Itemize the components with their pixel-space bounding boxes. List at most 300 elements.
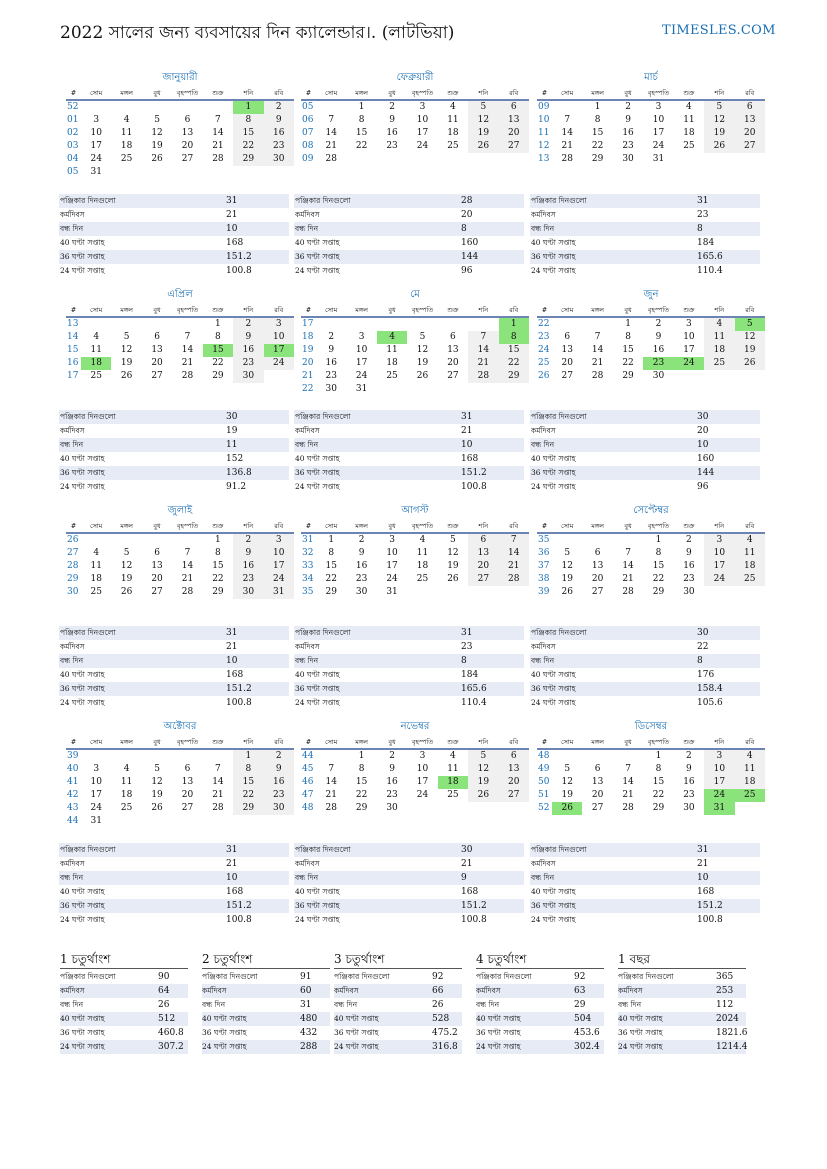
day-cell[interactable]: 29 [622, 371, 634, 381]
day-cell[interactable]: 2 [686, 535, 692, 545]
day-cell[interactable]: 6 [468, 534, 498, 547]
day-cell[interactable]: 27 [561, 371, 573, 381]
day-cell[interactable]: 10 [416, 764, 429, 774]
day-cell[interactable]: 6 [154, 332, 160, 342]
day-cell[interactable]: 9 [655, 332, 662, 342]
day-cell[interactable]: 5 [123, 332, 130, 342]
day-cell[interactable]: 30 [264, 153, 294, 166]
day-cell[interactable]: 31 [386, 587, 398, 597]
day-cell[interactable]: 21 [561, 141, 573, 151]
day-cell[interactable]: 5 [468, 101, 498, 114]
day-cell[interactable]: 26 [151, 803, 163, 813]
day-cell[interactable]: 7 [468, 331, 498, 344]
day-cell[interactable]: 22 [591, 141, 604, 151]
day-cell[interactable]: 15 [591, 128, 604, 138]
day-cell[interactable]: 13 [181, 777, 194, 787]
day-cell[interactable]: 17 [416, 128, 429, 138]
day-cell[interactable]: 5 [564, 764, 571, 774]
day-cell[interactable]: 31 [90, 167, 102, 177]
day-cell[interactable]: 20 [735, 127, 765, 140]
day-cell[interactable]: 15 [233, 776, 263, 789]
day-cell[interactable]: 25 [386, 371, 398, 381]
day-cell[interactable]: 16 [683, 561, 695, 571]
month-name[interactable]: ফেব্রুয়ারী [396, 72, 434, 83]
day-cell[interactable]: 29 [499, 370, 529, 383]
day-cell[interactable]: 24 [90, 154, 102, 164]
day-cell[interactable]: 6 [594, 764, 601, 774]
day-cell[interactable]: 30 [233, 370, 263, 383]
day-cell[interactable]: 2 [389, 102, 395, 112]
day-cell[interactable]: 1 [215, 319, 221, 329]
month-name[interactable]: নভেম্বর [400, 721, 430, 732]
day-cell[interactable]: 26 [416, 371, 429, 381]
day-cell[interactable]: 16 [325, 358, 337, 368]
day-cell[interactable]: 30 [683, 587, 695, 597]
month-name[interactable]: জুন [643, 289, 659, 300]
day-cell[interactable]: 9 [264, 763, 294, 776]
day-cell[interactable]: 12 [735, 331, 765, 344]
day-cell[interactable]: 15 [499, 344, 529, 357]
day-cell[interactable]: 10 [264, 547, 294, 560]
day-cell[interactable]: 9 [625, 115, 631, 125]
day-cell[interactable]: 16 [622, 128, 634, 138]
day-cell[interactable]: 16 [233, 560, 263, 573]
day-cell[interactable]: 23 [386, 141, 398, 151]
day-cell[interactable]: 30 [386, 803, 398, 813]
day-cell[interactable]: 22 [355, 790, 368, 800]
day-cell[interactable]: 27 [447, 371, 459, 381]
day-cell[interactable]: 12 [704, 114, 734, 127]
day-cell[interactable]: 11 [90, 561, 102, 571]
day-cell[interactable]: 28 [468, 370, 498, 383]
day-cell[interactable]: 8 [215, 548, 221, 558]
day-cell[interactable]: 24 [416, 141, 429, 151]
day-cell[interactable]: 28 [181, 371, 194, 381]
day-cell[interactable]: 25 [735, 573, 765, 586]
day-cell[interactable]: 8 [358, 115, 365, 125]
day-cell[interactable]: 26 [151, 154, 163, 164]
day-cell[interactable]: 5 [154, 764, 160, 774]
day-cell[interactable]: 25 [90, 371, 102, 381]
day-cell[interactable]: 21 [212, 790, 224, 800]
day-cell[interactable]: 20 [468, 560, 498, 573]
day-cell[interactable]: 17 [355, 358, 368, 368]
day-cell[interactable]: 27 [468, 573, 498, 586]
day-cell[interactable]: 4 [450, 102, 456, 112]
day-cell[interactable]: 12 [416, 345, 429, 355]
day-cell[interactable]: 22 [233, 789, 263, 802]
day-cell[interactable]: 28 [325, 803, 337, 813]
day-cell[interactable]: 24 [704, 789, 734, 802]
day-cell[interactable]: 21 [468, 357, 498, 370]
day-cell[interactable]: 27 [591, 803, 604, 813]
day-cell[interactable]: 13 [181, 128, 194, 138]
day-cell[interactable]: 23 [264, 789, 294, 802]
day-cell[interactable]: 8 [215, 332, 221, 342]
day-cell[interactable]: 4 [93, 548, 100, 558]
day-cell[interactable]: 23 [683, 574, 695, 584]
day-cell[interactable]: 15 [203, 344, 233, 357]
day-cell[interactable]: 6 [154, 548, 160, 558]
day-cell[interactable]: 16 [355, 561, 368, 571]
day-cell[interactable]: 28 [622, 587, 634, 597]
day-cell[interactable]: 10 [652, 115, 665, 125]
day-cell[interactable]: 1 [594, 102, 601, 112]
day-cell[interactable]: 17 [264, 560, 294, 573]
day-cell[interactable]: 2 [389, 751, 395, 761]
day-cell[interactable]: 7 [625, 548, 631, 558]
day-cell[interactable]: 26 [552, 802, 582, 815]
day-cell[interactable]: 9 [686, 764, 692, 774]
day-cell[interactable]: 23 [233, 357, 263, 370]
day-cell[interactable]: 2 [686, 751, 692, 761]
day-cell[interactable]: 13 [151, 345, 163, 355]
day-cell[interactable]: 19 [120, 574, 133, 584]
day-cell[interactable]: 14 [325, 128, 337, 138]
day-cell[interactable]: 28 [325, 154, 337, 164]
day-cell[interactable]: 13 [151, 561, 163, 571]
day-cell[interactable]: 10 [683, 332, 695, 342]
day-cell[interactable]: 12 [151, 128, 163, 138]
day-cell[interactable]: 6 [499, 101, 529, 114]
day-cell[interactable]: 3 [264, 318, 294, 331]
day-cell[interactable]: 13 [591, 777, 604, 787]
day-cell[interactable]: 8 [233, 114, 263, 127]
day-cell[interactable]: 31 [90, 816, 102, 826]
month-name[interactable]: জুলাই [167, 505, 193, 516]
day-cell[interactable]: 26 [468, 789, 498, 802]
day-cell[interactable]: 11 [447, 764, 459, 774]
day-cell[interactable]: 15 [233, 127, 263, 140]
day-cell[interactable]: 26 [447, 574, 459, 584]
day-cell[interactable]: 30 [325, 384, 337, 394]
day-cell[interactable]: 10 [704, 763, 734, 776]
day-cell[interactable]: 5 [564, 548, 571, 558]
day-cell[interactable]: 9 [389, 764, 395, 774]
day-cell[interactable]: 20 [151, 358, 163, 368]
day-cell[interactable]: 4 [93, 332, 100, 342]
day-cell[interactable]: 24 [386, 574, 398, 584]
day-cell[interactable]: 9 [389, 115, 395, 125]
day-cell[interactable]: 28 [212, 154, 224, 164]
day-cell[interactable]: 26 [468, 140, 498, 153]
day-cell[interactable]: 18 [81, 357, 111, 370]
day-cell[interactable]: 7 [594, 332, 601, 342]
day-cell[interactable]: 11 [120, 128, 133, 138]
day-cell[interactable]: 14 [181, 345, 194, 355]
day-cell[interactable]: 29 [212, 371, 224, 381]
day-cell[interactable]: 24 [652, 141, 665, 151]
day-cell[interactable]: 5 [450, 535, 456, 545]
day-cell[interactable]: 9 [233, 331, 263, 344]
day-cell[interactable]: 30 [683, 803, 695, 813]
day-cell[interactable]: 3 [704, 750, 734, 763]
day-cell[interactable]: 18 [416, 561, 429, 571]
day-cell[interactable]: 7 [625, 764, 631, 774]
day-cell[interactable]: 12 [561, 561, 573, 571]
day-cell[interactable]: 8 [594, 115, 601, 125]
day-cell[interactable]: 16 [233, 344, 263, 357]
day-cell[interactable]: 14 [325, 777, 337, 787]
day-cell[interactable]: 2 [233, 534, 263, 547]
month-name[interactable]: মার্চ [644, 72, 658, 83]
day-cell[interactable]: 15 [212, 561, 224, 571]
day-cell[interactable]: 16 [386, 128, 398, 138]
day-cell[interactable]: 20 [499, 776, 529, 789]
day-cell[interactable]: 1 [499, 318, 529, 331]
day-cell[interactable]: 18 [120, 790, 133, 800]
day-cell[interactable]: 27 [181, 803, 194, 813]
day-cell[interactable]: 8 [499, 331, 529, 344]
day-cell[interactable]: 6 [184, 115, 191, 125]
day-cell[interactable]: 31 [704, 802, 734, 815]
day-cell[interactable]: 4 [123, 764, 130, 774]
day-cell[interactable]: 18 [735, 776, 765, 789]
day-cell[interactable]: 10 [355, 345, 368, 355]
day-cell[interactable]: 21 [622, 574, 634, 584]
day-cell[interactable]: 23 [355, 574, 368, 584]
day-cell[interactable]: 8 [655, 548, 662, 558]
day-cell[interactable]: 28 [591, 371, 604, 381]
day-cell[interactable]: 22 [212, 574, 224, 584]
day-cell[interactable]: 13 [735, 114, 765, 127]
day-cell[interactable]: 17 [264, 344, 294, 357]
day-cell[interactable]: 17 [416, 777, 429, 787]
day-cell[interactable]: 23 [683, 790, 695, 800]
day-cell[interactable]: 19 [120, 358, 133, 368]
day-cell[interactable]: 9 [358, 548, 365, 558]
day-cell[interactable]: 14 [622, 777, 634, 787]
day-cell[interactable]: 23 [622, 141, 634, 151]
day-cell[interactable]: 18 [447, 128, 459, 138]
day-cell[interactable]: 12 [468, 763, 498, 776]
day-cell[interactable]: 19 [704, 127, 734, 140]
day-cell[interactable]: 5 [735, 318, 765, 331]
day-cell[interactable]: 21 [325, 141, 337, 151]
day-cell[interactable]: 17 [683, 345, 695, 355]
day-cell[interactable]: 4 [686, 102, 692, 112]
day-cell[interactable]: 19 [468, 776, 498, 789]
day-cell[interactable]: 15 [355, 128, 368, 138]
day-cell[interactable]: 16 [264, 776, 294, 789]
day-cell[interactable]: 7 [184, 548, 191, 558]
month-name[interactable]: ডিসেম্বর [634, 721, 668, 732]
day-cell[interactable]: 19 [561, 574, 573, 584]
day-cell[interactable]: 18 [704, 344, 734, 357]
day-cell[interactable]: 1 [215, 535, 221, 545]
day-cell[interactable]: 24 [416, 790, 429, 800]
day-cell[interactable]: 18 [735, 560, 765, 573]
day-cell[interactable]: 12 [120, 561, 133, 571]
day-cell[interactable]: 30 [233, 586, 263, 599]
day-cell[interactable]: 17 [90, 141, 102, 151]
day-cell[interactable]: 14 [181, 561, 194, 571]
day-cell[interactable]: 18 [683, 128, 695, 138]
day-cell[interactable]: 21 [325, 790, 337, 800]
day-cell[interactable]: 22 [652, 574, 665, 584]
day-cell[interactable]: 29 [355, 803, 368, 813]
day-cell[interactable]: 9 [233, 547, 263, 560]
day-cell[interactable]: 12 [120, 345, 133, 355]
day-cell[interactable]: 22 [233, 140, 263, 153]
day-cell[interactable]: 4 [735, 534, 765, 547]
day-cell[interactable]: 9 [264, 114, 294, 127]
day-cell[interactable]: 21 [591, 358, 604, 368]
day-cell[interactable]: 20 [181, 790, 194, 800]
day-cell[interactable]: 31 [355, 384, 368, 394]
month-name[interactable]: এপ্রিল [167, 289, 193, 300]
day-cell[interactable]: 4 [704, 318, 734, 331]
day-cell[interactable]: 14 [591, 345, 604, 355]
day-cell[interactable]: 3 [93, 764, 100, 774]
day-cell[interactable]: 26 [561, 587, 573, 597]
day-cell[interactable]: 23 [386, 790, 398, 800]
day-cell[interactable]: 11 [90, 345, 102, 355]
day-cell[interactable]: 5 [419, 332, 426, 342]
day-cell[interactable]: 25 [447, 141, 459, 151]
day-cell[interactable]: 27 [151, 371, 163, 381]
day-cell[interactable]: 25 [416, 574, 429, 584]
day-cell[interactable]: 30 [652, 371, 665, 381]
day-cell[interactable]: 8 [358, 764, 365, 774]
day-cell[interactable]: 4 [735, 750, 765, 763]
day-cell[interactable]: 22 [212, 358, 224, 368]
day-cell[interactable]: 18 [438, 776, 468, 789]
day-cell[interactable]: 15 [652, 561, 665, 571]
day-cell[interactable]: 11 [735, 763, 765, 776]
day-cell[interactable]: 29 [325, 587, 337, 597]
day-cell[interactable]: 22 [355, 141, 368, 151]
day-cell[interactable]: 30 [622, 154, 634, 164]
day-cell[interactable]: 29 [652, 587, 665, 597]
month-name[interactable]: অক্টোবর [163, 721, 197, 732]
day-cell[interactable]: 15 [325, 561, 337, 571]
day-cell[interactable]: 1 [655, 535, 662, 545]
day-cell[interactable]: 7 [564, 115, 571, 125]
day-cell[interactable]: 3 [419, 102, 426, 112]
day-cell[interactable]: 27 [181, 154, 194, 164]
day-cell[interactable]: 31 [652, 154, 665, 164]
day-cell[interactable]: 10 [264, 331, 294, 344]
day-cell[interactable]: 19 [151, 141, 163, 151]
day-cell[interactable]: 5 [154, 115, 160, 125]
day-cell[interactable]: 15 [652, 777, 665, 787]
day-cell[interactable]: 17 [704, 776, 734, 789]
day-cell[interactable]: 18 [386, 358, 398, 368]
day-cell[interactable]: 10 [90, 777, 102, 787]
day-cell[interactable]: 15 [355, 777, 368, 787]
day-cell[interactable]: 26 [735, 357, 765, 370]
day-cell[interactable]: 18 [90, 574, 102, 584]
day-cell[interactable]: 5 [123, 548, 130, 558]
day-cell[interactable]: 14 [212, 128, 224, 138]
day-cell[interactable]: 11 [683, 115, 695, 125]
day-cell[interactable]: 6 [450, 332, 456, 342]
day-cell[interactable]: 21 [181, 358, 194, 368]
day-cell[interactable]: 20 [181, 141, 194, 151]
day-cell[interactable]: 25 [447, 790, 459, 800]
day-cell[interactable]: 16 [386, 777, 398, 787]
day-cell[interactable]: 17 [386, 561, 398, 571]
day-cell[interactable]: 26 [120, 587, 133, 597]
day-cell[interactable]: 13 [499, 763, 529, 776]
day-cell[interactable]: 1 [328, 535, 335, 545]
day-cell[interactable]: 5 [704, 101, 734, 114]
day-cell[interactable]: 12 [151, 777, 163, 787]
day-cell[interactable]: 2 [328, 332, 335, 342]
day-cell[interactable]: 4 [377, 331, 407, 344]
day-cell[interactable]: 11 [735, 547, 765, 560]
day-cell[interactable]: 21 [499, 560, 529, 573]
day-cell[interactable]: 6 [735, 101, 765, 114]
day-cell[interactable]: 7 [184, 332, 191, 342]
day-cell[interactable]: 21 [181, 574, 194, 584]
day-cell[interactable]: 2 [358, 535, 365, 545]
day-cell[interactable]: 22 [325, 574, 337, 584]
day-cell[interactable]: 24 [264, 357, 294, 370]
day-cell[interactable]: 3 [419, 751, 426, 761]
day-cell[interactable]: 2 [264, 750, 294, 763]
day-cell[interactable]: 27 [151, 587, 163, 597]
day-cell[interactable]: 8 [328, 548, 335, 558]
day-cell[interactable]: 27 [735, 140, 765, 153]
day-cell[interactable]: 7 [328, 764, 335, 774]
day-cell[interactable]: 24 [704, 573, 734, 586]
day-cell[interactable]: 17 [652, 128, 665, 138]
day-cell[interactable]: 25 [735, 789, 765, 802]
day-cell[interactable]: 23 [643, 357, 673, 370]
day-cell[interactable]: 7 [328, 115, 335, 125]
day-cell[interactable]: 25 [683, 141, 695, 151]
day-cell[interactable]: 20 [499, 127, 529, 140]
day-cell[interactable]: 27 [591, 587, 604, 597]
month-name[interactable]: মে [410, 289, 420, 300]
day-cell[interactable]: 16 [683, 777, 695, 787]
day-cell[interactable]: 26 [120, 371, 133, 381]
day-cell[interactable]: 28 [622, 803, 634, 813]
day-cell[interactable]: 6 [184, 764, 191, 774]
day-cell[interactable]: 23 [264, 140, 294, 153]
day-cell[interactable]: 20 [591, 790, 604, 800]
day-cell[interactable]: 11 [704, 331, 734, 344]
day-cell[interactable]: 13 [468, 547, 498, 560]
day-cell[interactable]: 28 [181, 587, 194, 597]
day-cell[interactable]: 11 [416, 548, 429, 558]
day-cell[interactable]: 8 [233, 763, 263, 776]
day-cell[interactable]: 27 [499, 789, 529, 802]
day-cell[interactable]: 25 [120, 803, 133, 813]
day-cell[interactable]: 1 [358, 751, 365, 761]
day-cell[interactable]: 1 [233, 101, 263, 114]
day-cell[interactable]: 20 [447, 358, 459, 368]
day-cell[interactable]: 16 [652, 345, 665, 355]
day-cell[interactable]: 20 [591, 574, 604, 584]
day-cell[interactable]: 22 [652, 790, 665, 800]
day-cell[interactable]: 25 [120, 154, 133, 164]
day-cell[interactable]: 11 [386, 345, 398, 355]
day-cell[interactable]: 17 [90, 790, 102, 800]
day-cell[interactable]: 3 [264, 534, 294, 547]
day-cell[interactable]: 10 [386, 548, 398, 558]
day-cell[interactable]: 12 [447, 548, 459, 558]
month-name[interactable]: আগস্ট [401, 505, 429, 516]
day-cell[interactable]: 12 [561, 777, 573, 787]
site-logo-text[interactable]: TIMESLES.COM [662, 23, 776, 38]
day-cell[interactable]: 29 [652, 803, 665, 813]
day-cell[interactable]: 3 [704, 534, 734, 547]
day-cell[interactable]: 29 [233, 153, 263, 166]
day-cell[interactable]: 1 [655, 751, 662, 761]
